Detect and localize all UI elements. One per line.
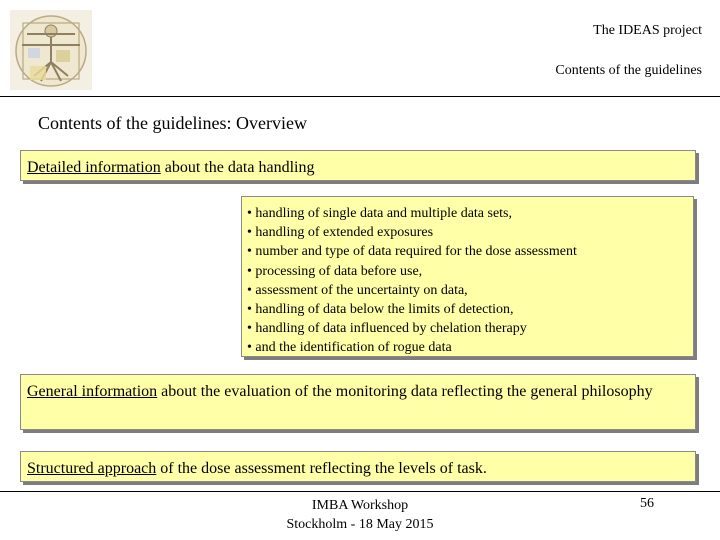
detailed-information-rest: about the data handling (160, 159, 315, 176)
structured-approach-rest: of the dose assessment reflecting the levels of task. (156, 460, 487, 477)
data-handling-list-box (241, 196, 694, 357)
footer-divider (0, 491, 720, 492)
data-handling-list (247, 204, 577, 358)
structured-approach-lead: Structured approach (27, 460, 157, 477)
vitruvian-man-logo (10, 10, 92, 90)
structured-approach-box (20, 451, 696, 482)
header-project-title: The IDEAS project (593, 23, 702, 38)
general-information-rest: about the evaluation of the monitoring data reflecting the general philosophy (157, 383, 653, 400)
list-item: • and the identification of rogue data (247, 340, 452, 356)
header-section-title: Contents of the guidelines (555, 63, 702, 78)
list-item: • handling of single data and multiple data sets, (247, 206, 513, 221)
detailed-information-box (20, 150, 696, 181)
detailed-information-lead: Detailed information (27, 159, 161, 176)
general-information-lead: General information (27, 383, 158, 400)
footer-location-date: Stockholm - 18 May 2015 (286, 517, 434, 532)
list-item: • assessment of the uncertainty on data, (247, 282, 468, 298)
page-number: 56 (640, 496, 654, 511)
slide-title: Contents of the guidelines: Overview (38, 113, 307, 133)
detailed-information-text (27, 157, 689, 179)
footer-workshop: IMBA Workshop (311, 498, 409, 513)
list-item: • handling of data below the limits of detection, (247, 302, 514, 318)
general-information-text (27, 381, 689, 403)
list-item: • processing of data before use, (247, 263, 423, 279)
list-item: • handling of extended exposures (247, 225, 434, 241)
general-information-box (20, 374, 696, 430)
list-item: • number and type of data required for the dose assessment (247, 244, 577, 260)
structured-approach-text (27, 458, 689, 480)
list-item: • handling of data influenced by chelation therapy (247, 321, 527, 337)
header-divider (0, 96, 720, 97)
footer-event (260, 496, 460, 534)
